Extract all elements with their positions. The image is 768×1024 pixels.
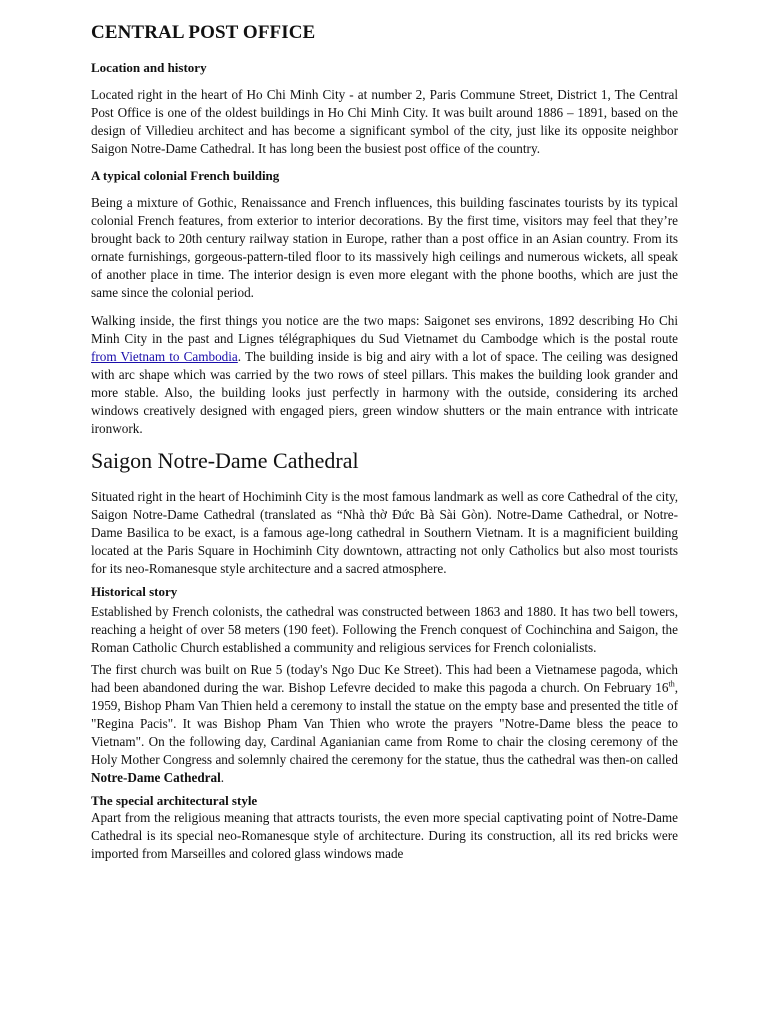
heading-location-history: Location and history [91, 60, 207, 75]
paragraph-first-church [91, 661, 678, 787]
link-vietnam-cambodia[interactable]: from Vietnam to Cambodia [91, 349, 238, 364]
first-church-text-a: The first church was built on Rue 5 (today's Ngo Duc Ke Street). This had been a Vietnamese pagoda, which had been abandoned during the war. Bishop Lefevre decided to make this pagoda a church. On February 16 [91, 662, 678, 695]
paragraph-history: Established by French colonists, the cathedral was constructed between 1863 and 1880. It has two bell towers, reaching a height of over 58 meters (190 feet). Following the French conquest of Cochinchina and Saigon, the Roman Catholic Church established a community and religious services for French colonialists. [91, 604, 678, 655]
paragraph-architecture: Apart from the religious meaning that attracts tourists, the even more special captivating point of Notre-Dame Cathedral is its special neo-Romanesque style of architecture. During its construction, all its red bricks were imported from Marseilles and colored glass windows made [91, 810, 678, 861]
first-church-text-b: , 1959, Bishop Pham Van Thien held a ceremony to install the statue on the empty base and presented the title of "Regina Pacis". It was Bishop Pham Van Thien who wrote the prayers "Notre-Dame bless the peace to Vietnam". On the following day, Cardinal Aganianian came from Rome to chair the closing ceremony of the Holy Mother Congress and solemnly chaired the ceremony for the statue, thus the cathedral was then-on called [91, 680, 678, 767]
paragraph-maps-text-a: Walking inside, the first things you notice are the two maps: Saigonet ses environs, 1892 describing Ho Chi Minh City in the past and Lignes télégraphiques du Sud Vietnamet du Cambodge which is the postal route [91, 313, 678, 346]
page-title: CENTRAL POST OFFICE [91, 22, 316, 43]
section-title-cathedral: Saigon Notre-Dame Cathedral [91, 448, 359, 473]
paragraph-location: Located right in the heart of Ho Chi Minh City - at number 2, Paris Commune Street, District 1, The Central Post Office is one of the oldest buildings in Ho Chi Minh City. It was built around 1886 – 1891, based on the design of Villedieu architect and has become a significant symbol of the city, just like its opposite neighbor Saigon Notre-Dame Cathedral. It has long been the busiest post office of the country. [91, 87, 678, 156]
first-church-end: . [220, 770, 225, 785]
paragraph-colonial: Being a mixture of Gothic, Renaissance and French influences, this building fascinates tourists by its typical colonial French features, from exterior to interior decorations. By the first time, visitors may feel that they’re brought back to 20th century railway station in Europe, rather than a post office in an Asian country. From its ornate furnishings, gorgeous-pattern-tiled floor to its massively high ceilings and numerous wickets, all speak of another place in time. The interior design is even more elegant with the phone booths, which are just the same since the colonial period. [91, 195, 678, 300]
heading-colonial-building: A typical colonial French building [91, 168, 280, 183]
ordinal-suffix: th [668, 679, 675, 689]
heading-historical-story: Historical story [91, 584, 178, 599]
paragraph-cathedral-intro: Situated right in the heart of Hochiminh City is the most famous landmark as well as core Cathedral of the city, Saigon Notre-Dame Cathedral (translated as “Nhà thờ Đức Bà Sài Gòn). Notre-Dame Cathedral, or Notre-Dame Basilica to be exact, is a famous age-long cathedral in Southern Vietnam. It is a magnificient building located at the Paris Square in Hochiminh City downtown, attracting not only Catholics but also most tourists for its neo-Romanesque style architecture and a sacred atmosphere. [91, 489, 678, 576]
bold-notre-dame: Notre-Dame Cathedral [91, 770, 221, 785]
paragraph-maps-text-b: . The building inside is big and airy with a lot of space. The ceiling was designed with arc shape which was carried by the two rows of steel pillars. This makes the building look grander and more stable. Also, the building looks just perfectly in harmony with the outside, considering its arched windows creatively designed with engaged piers, green window shutters or the main entrance with intricate ironwork. [91, 349, 678, 436]
paragraph-maps [91, 312, 678, 438]
document-body [91, 22, 678, 867]
heading-architectural-style: The special architectural style [91, 793, 258, 808]
